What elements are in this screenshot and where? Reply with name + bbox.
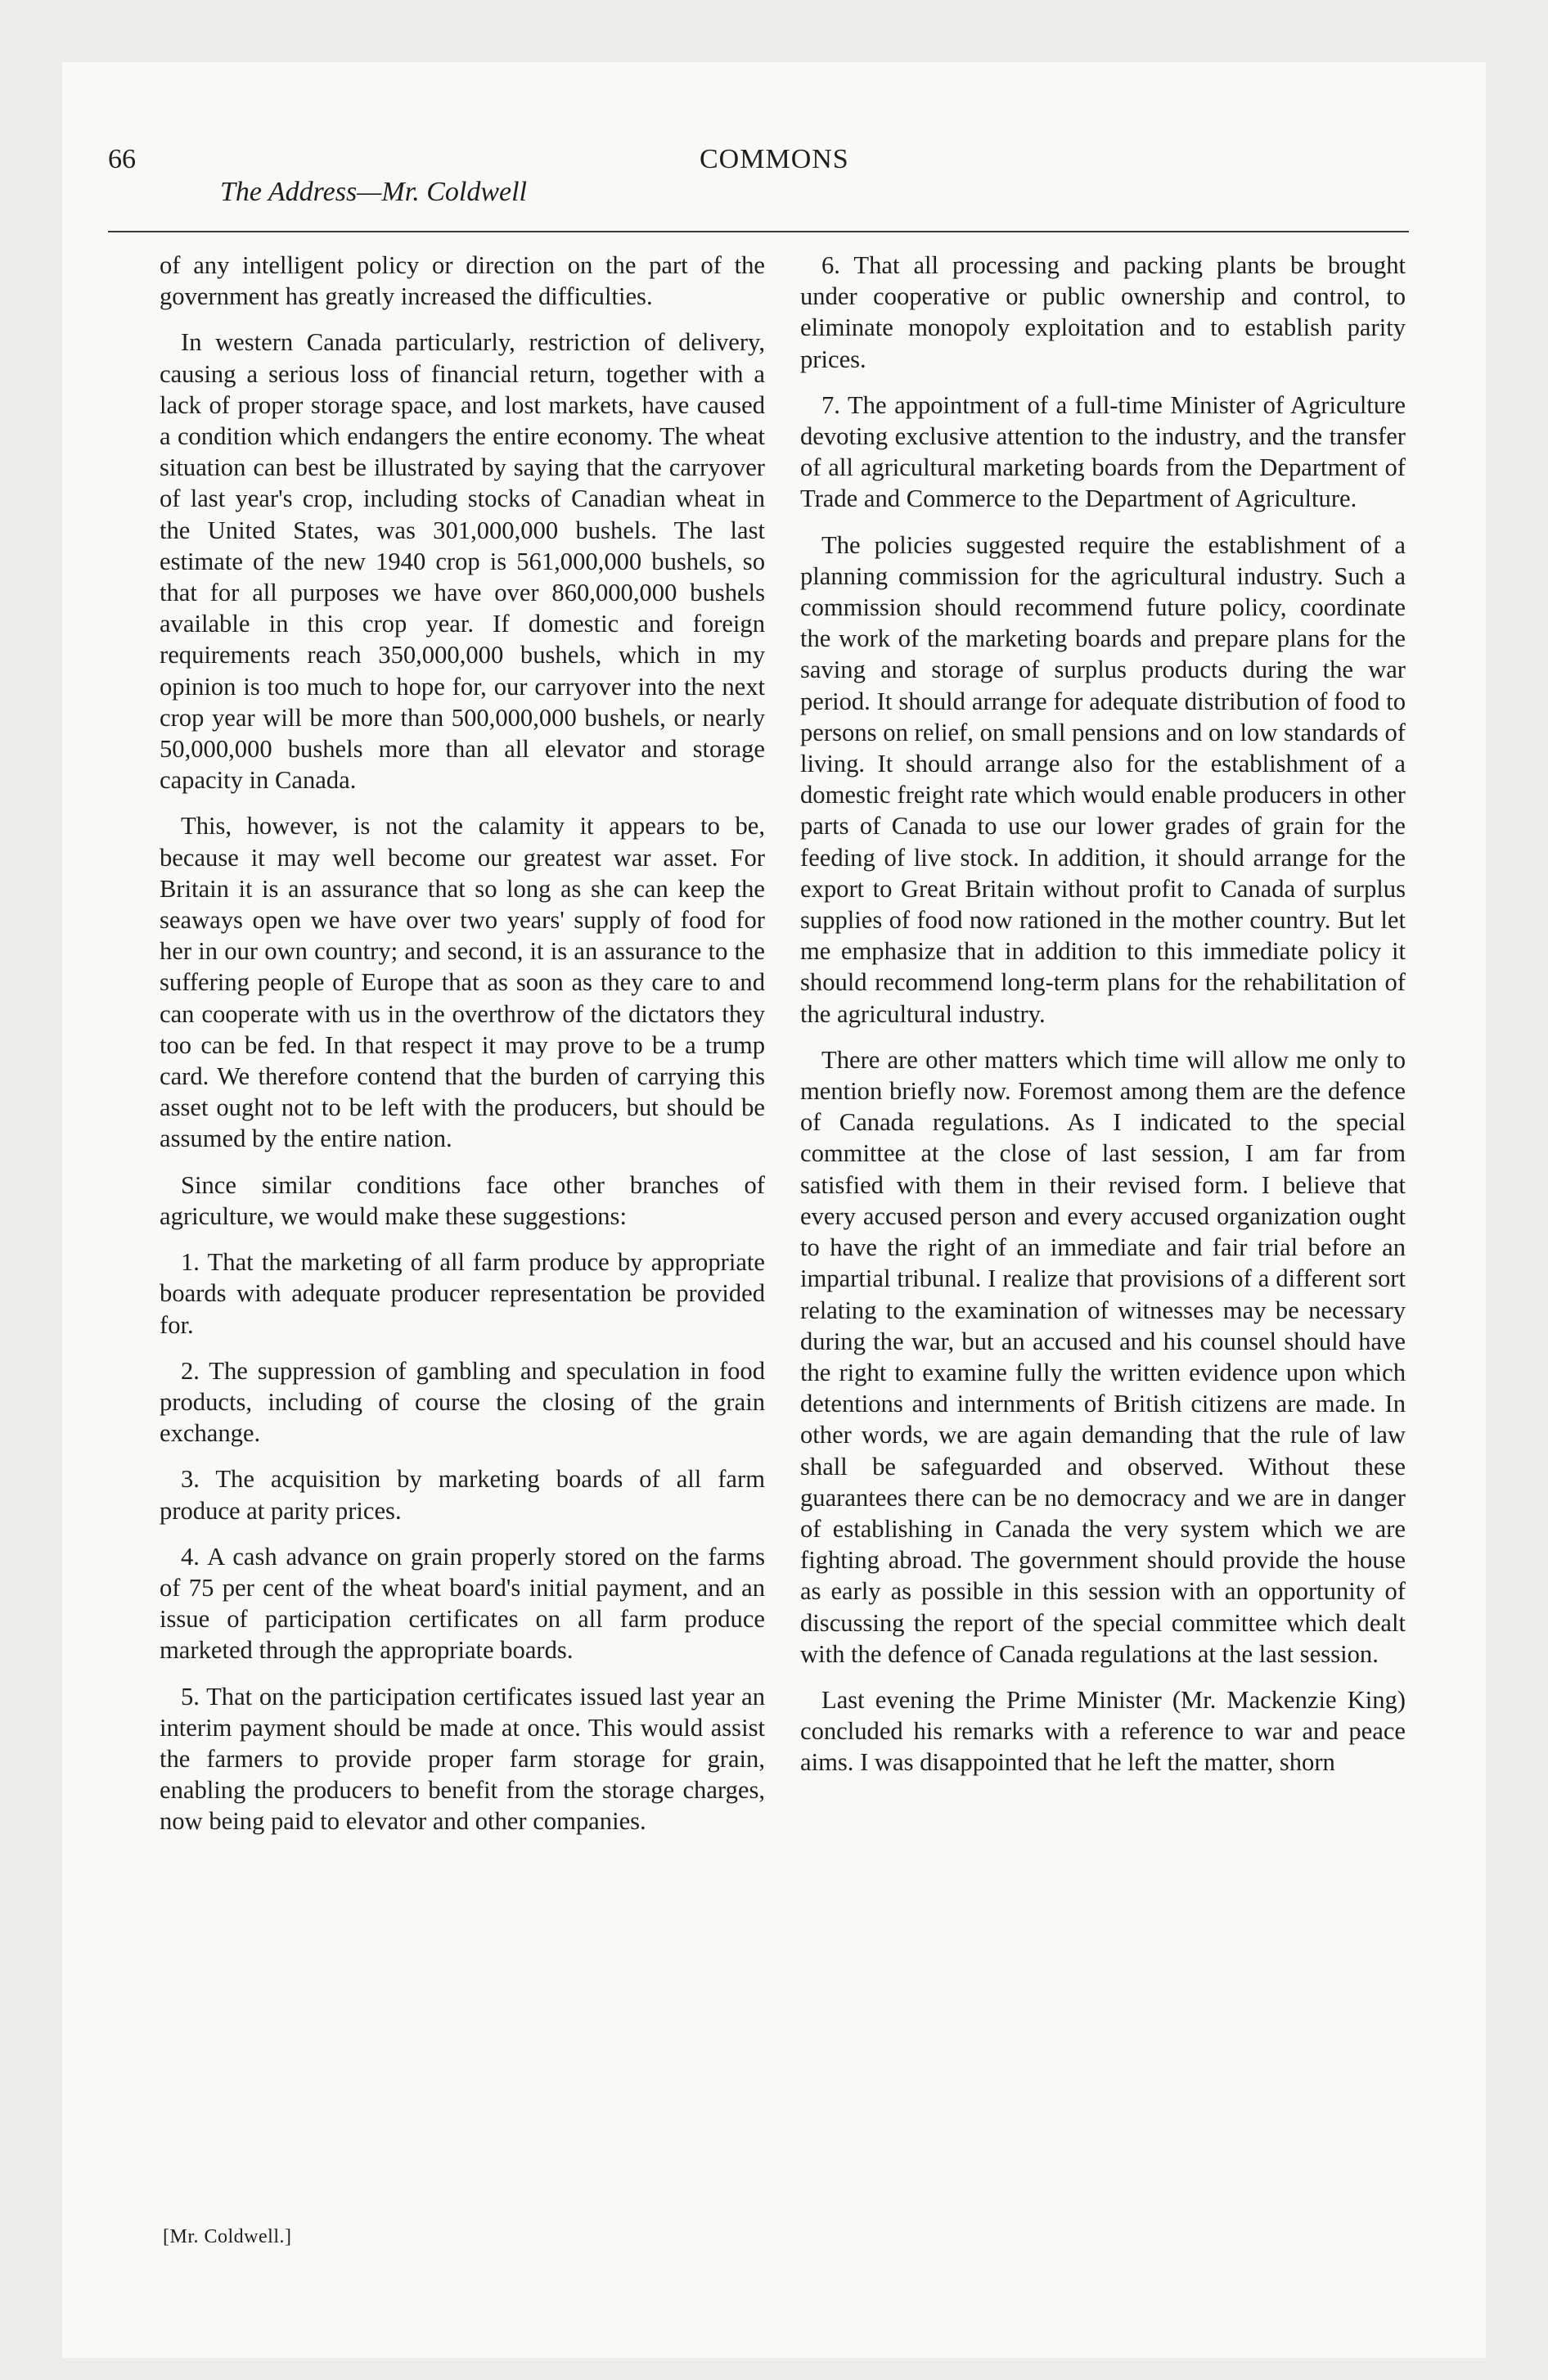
paragraph: of any intelligent policy or direction on the part of the government has greatly increased the difficulties. bbox=[160, 251, 765, 311]
list-item: 6. That all processing and packing plants be brought under cooperative or public ownership and control, to eliminate monopoly exploitation and to establish parity prices. bbox=[800, 251, 1406, 373]
list-item: 7. The appointment of a full-time Minister of Agriculture devoting exclusive attention to the industry, and the transfer of all agricultural marketing boards from the Department of Trade and Commerce to the Department of Agriculture. bbox=[800, 390, 1406, 513]
section-title: COMMONS bbox=[700, 144, 849, 174]
list-item: 4. A cash advance on grain properly stored on the farms of 75 per cent of the wheat board's initial payment, and an issue of participation certificates on all farm produce marketed through the appropriate boards. bbox=[160, 1542, 765, 1665]
page-number: 66 bbox=[108, 144, 136, 174]
left-column bbox=[160, 250, 765, 1852]
list-item: 3. The acquisition by marketing boards of all farm produce at parity prices. bbox=[160, 1465, 765, 1525]
paragraph: The policies suggested require the establishment of a planning commission for the agricultural industry. Such a commission should recommend future policy, coordinate the work of the marketing boards and prepare plans for the saving and storage of surplus products during the war period. It should arrange for adequate distribution of food to persons on relief, on small pensions and on low standards of living. It should arrange also for the establishment of a domestic freight rate which would enable producers in other parts of Canada to use our lower grades of grain for the feeding of live stock. In addition, it should arrange for the export to Great Britain without profit to Canada of surplus supplies of food now rationed in the mother country. But let me emphasize that in addition to this immediate policy it should recommend long-term plans for the rehabilitation of the agricultural industry. bbox=[800, 530, 1406, 1028]
speaker-signature: [Mr. Coldwell.] bbox=[163, 2226, 292, 2247]
paragraph: This, however, is not the calamity it appears to be, because it may well become our greatest war asset. For Britain it is an assurance that so long as she can keep the seaways open we have over two years' supply of food for her in our own country; and second, it is an assurance to the suffering people of Europe that as soon as they care to and can cooperate with us in the overthrow of the dictators they too can be fed. In that respect it may prove to be a trump card. We therefore contend that the burden of carrying this asset ought not to be left with the producers, but should be assumed by the entire nation. bbox=[160, 812, 765, 1153]
right-column bbox=[800, 250, 1406, 1793]
paragraph: In western Canada particularly, restriction of delivery, causing a serious loss of financial return, together with a lack of proper storage space, and lost markets, have caused a condition which endangers the entire economy. The wheat situation can best be illustrated by saying that the carryover of last year's crop, including stocks of Canadian wheat in the United States, was 301,000,000 bushels. The last estimate of the new 1940 crop is 561,000,000 bushels, so that for all purposes we have over 860,000,000 bushels available in this crop year. If domestic and foreign requirements reach 350,000,000 bushels, which in my opinion is too much to hope for, our carryover into the next crop year will be more than 500,000,000 bushels, or nearly 50,000,000 bushels more than all elevator and storage capacity in Canada. bbox=[160, 328, 765, 795]
paragraph: There are other matters which time will allow me only to mention briefly now. Foremost among them are the defence of Canada regulations. As I indicated to the special committee at the close of last session, I am far from satisfied with them in their revised form. I believe that every accused person and every accused organization ought to have the right of an immediate and fair trial before an impartial tribunal. I realize that provisions of a different sort relating to the examination of witnesses may be necessary during the war, but an accused and his counsel should have the right to examine fully the written evidence upon which detentions and internments of British citizens are made. In other words, we are again demanding that the rule of law shall be safeguarded and observed. Without these guarantees there can be no democracy and we are in danger of establishing in Canada the very system which we are fighting abroad. The government should provide the house as early as possible in this session with an opportunity of discussing the report of the special committee which dealt with the defence of Canada regulations at the last session. bbox=[800, 1045, 1406, 1668]
paragraph: Last evening the Prime Minister (Mr. Mackenzie King) concluded his remarks with a reference to war and peace aims. I was disappointed that he left the matter, shorn bbox=[800, 1685, 1406, 1777]
list-item: 2. The suppression of gambling and speculation in food products, including of course the closing of the grain exchange. bbox=[160, 1356, 765, 1448]
list-item: 1. That the marketing of all farm produce by appropriate boards with adequate producer representation be provided for. bbox=[160, 1248, 765, 1339]
page-header bbox=[108, 144, 1384, 218]
header-rule bbox=[108, 231, 1409, 232]
running-title: The Address—Mr. Coldwell bbox=[220, 177, 527, 207]
list-item: 5. That on the participation certificates issued last year an interim payment should be made at once. This would assist the farmers to provide proper farm storage for grain, enabling the producers to benefit from the storage charges, now being paid to elevator and other companies. bbox=[160, 1682, 765, 1836]
paragraph: Since similar conditions face other branches of agriculture, we would make these suggestions: bbox=[160, 1170, 765, 1230]
